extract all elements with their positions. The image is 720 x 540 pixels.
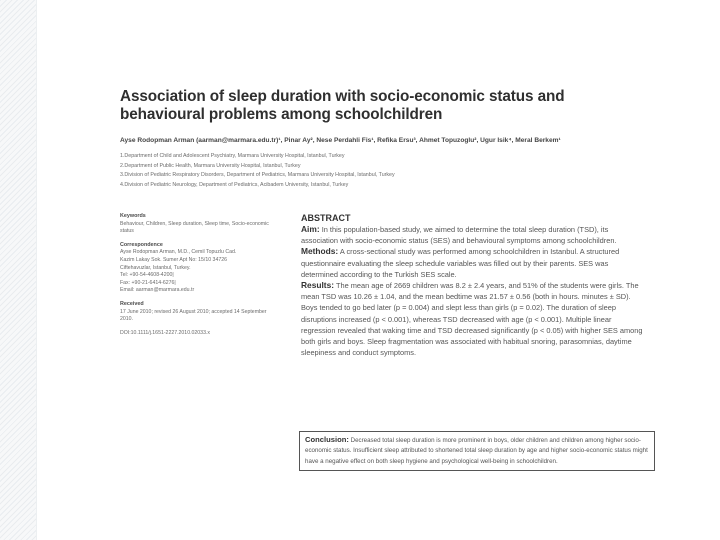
methods-text: A cross-sectional study was performed among schoolchildren in Istanbul. A structured questionnaire evaluating the sleep schedule variables was filled out by their parents. SES was determined according to the Turkish SES scale. <box>301 247 620 279</box>
abstract-results <box>301 280 646 358</box>
conclusion-label: Conclusion: <box>305 435 349 444</box>
received-heading: Received <box>120 300 144 307</box>
aim-text: In this population-based study, we aimed to determine the total sleep duration (TSD), its association with socio-economic status (SES) and behavioural symptoms among schoolchildren. <box>301 225 617 246</box>
aim-label: Aim: <box>301 224 320 234</box>
decorative-side-band <box>0 0 37 540</box>
keywords-heading: Keywords <box>120 213 146 219</box>
correspondence-line: Ayse Rodopman Arman, M.D., Cemil Topuzlu Cad. <box>120 249 237 256</box>
correspondence-line: Tel: +90-54-4608-4200| <box>120 272 174 279</box>
article-sidebar <box>120 213 280 337</box>
author-list: Ayse Rodopman Arman (aarman@marmara.edu.tr)¹, Pinar Ay², Nese Perdahli Fis¹, Refika Ersu³, Ahmet Topuzoglu², Ugur Isik⁴, Meral Berkem¹ <box>120 137 561 144</box>
abstract-section <box>301 212 646 358</box>
correspondence-email: Email: aarman@marmara.edu.tr <box>120 287 195 294</box>
conclusion-box <box>299 431 655 471</box>
abstract-methods <box>301 246 646 280</box>
correspondence-line: Ciftehavuzlar, Istanbul, Turkey. <box>120 264 191 271</box>
affiliation-item: 1.Department of Child and Adolescent Psychiatry, Marmara University Hospital, Istanbul, Turkey <box>120 153 345 159</box>
results-text: The mean age of 2669 children was 8.2 ± 2.4 years, and 51% of the students were girls. The mean TSD was 10.26 ± 1.04, and the mean bedtime was 21.57 ± 0.56 (both in hours. minutes ± SD). Boys tended to go bed later (p = 0.004) and slept less than girls (p = 0.02). The duration of sleep disruptions increased (p < 0.001), whereas TSD decreased with age (p < 0.001). Multiple linear regression revealed that waking time and TSD decreased significantly (p < 0.05) with higher SES among both girls and boys. Sleep fragmentation was associated with habitual snoring, parasomnias, daytime sleepiness and conduct symptoms. <box>301 281 643 358</box>
conclusion-text: Decreased total sleep duration is more prominent in boys, older children and children among higher socio-economic status. Insufficient sleep attributed to shortened total sleep duration by age and higher socio-economic status might have a negative effect on both sleep hygiene and psychological well-being in schoolchildren. <box>305 437 648 465</box>
correspondence-heading: Correspondence <box>120 241 163 248</box>
correspondence-line: Kazim Lakay Sok. Sumer Apt No: 15/10 34726 <box>120 256 227 263</box>
abstract-aim <box>301 224 646 246</box>
paper-title: Association of sleep duration with socio-economic status and behavioural problems among schoolchildren <box>120 88 565 123</box>
affiliation-item: 4.Division of Pediatric Neurology, Department of Pediatrics, Acibadem University, Istanbul, Turkey <box>120 181 349 188</box>
paper-page <box>120 88 648 465</box>
affiliation-item: 3.Division of Pediatric Respiratory Disorders, Department of Pediatrics, Marmara University Hospital, Istanbul, Turkey <box>120 172 395 178</box>
received-text: 17 June 2010; revised 26 August 2010; accepted 14 September 2010. <box>120 308 267 323</box>
methods-label: Methods: <box>301 246 339 257</box>
abstract-heading: ABSTRACT <box>301 213 351 223</box>
doi-text: DOI:10.1111/j.1651-2227.2010.02033.x <box>120 329 210 336</box>
affiliation-list <box>120 152 520 190</box>
results-label: Results: <box>301 280 335 291</box>
keywords-text: Behaviour, Children, Sleep duration, Sleep time, Socio-economic status <box>120 220 269 235</box>
affiliation-item: 2.Department of Public Health, Marmara University Hospital, Istanbul, Turkey <box>120 162 301 169</box>
correspondence-line: Fax: +90-21-6414-6276| <box>120 279 176 286</box>
